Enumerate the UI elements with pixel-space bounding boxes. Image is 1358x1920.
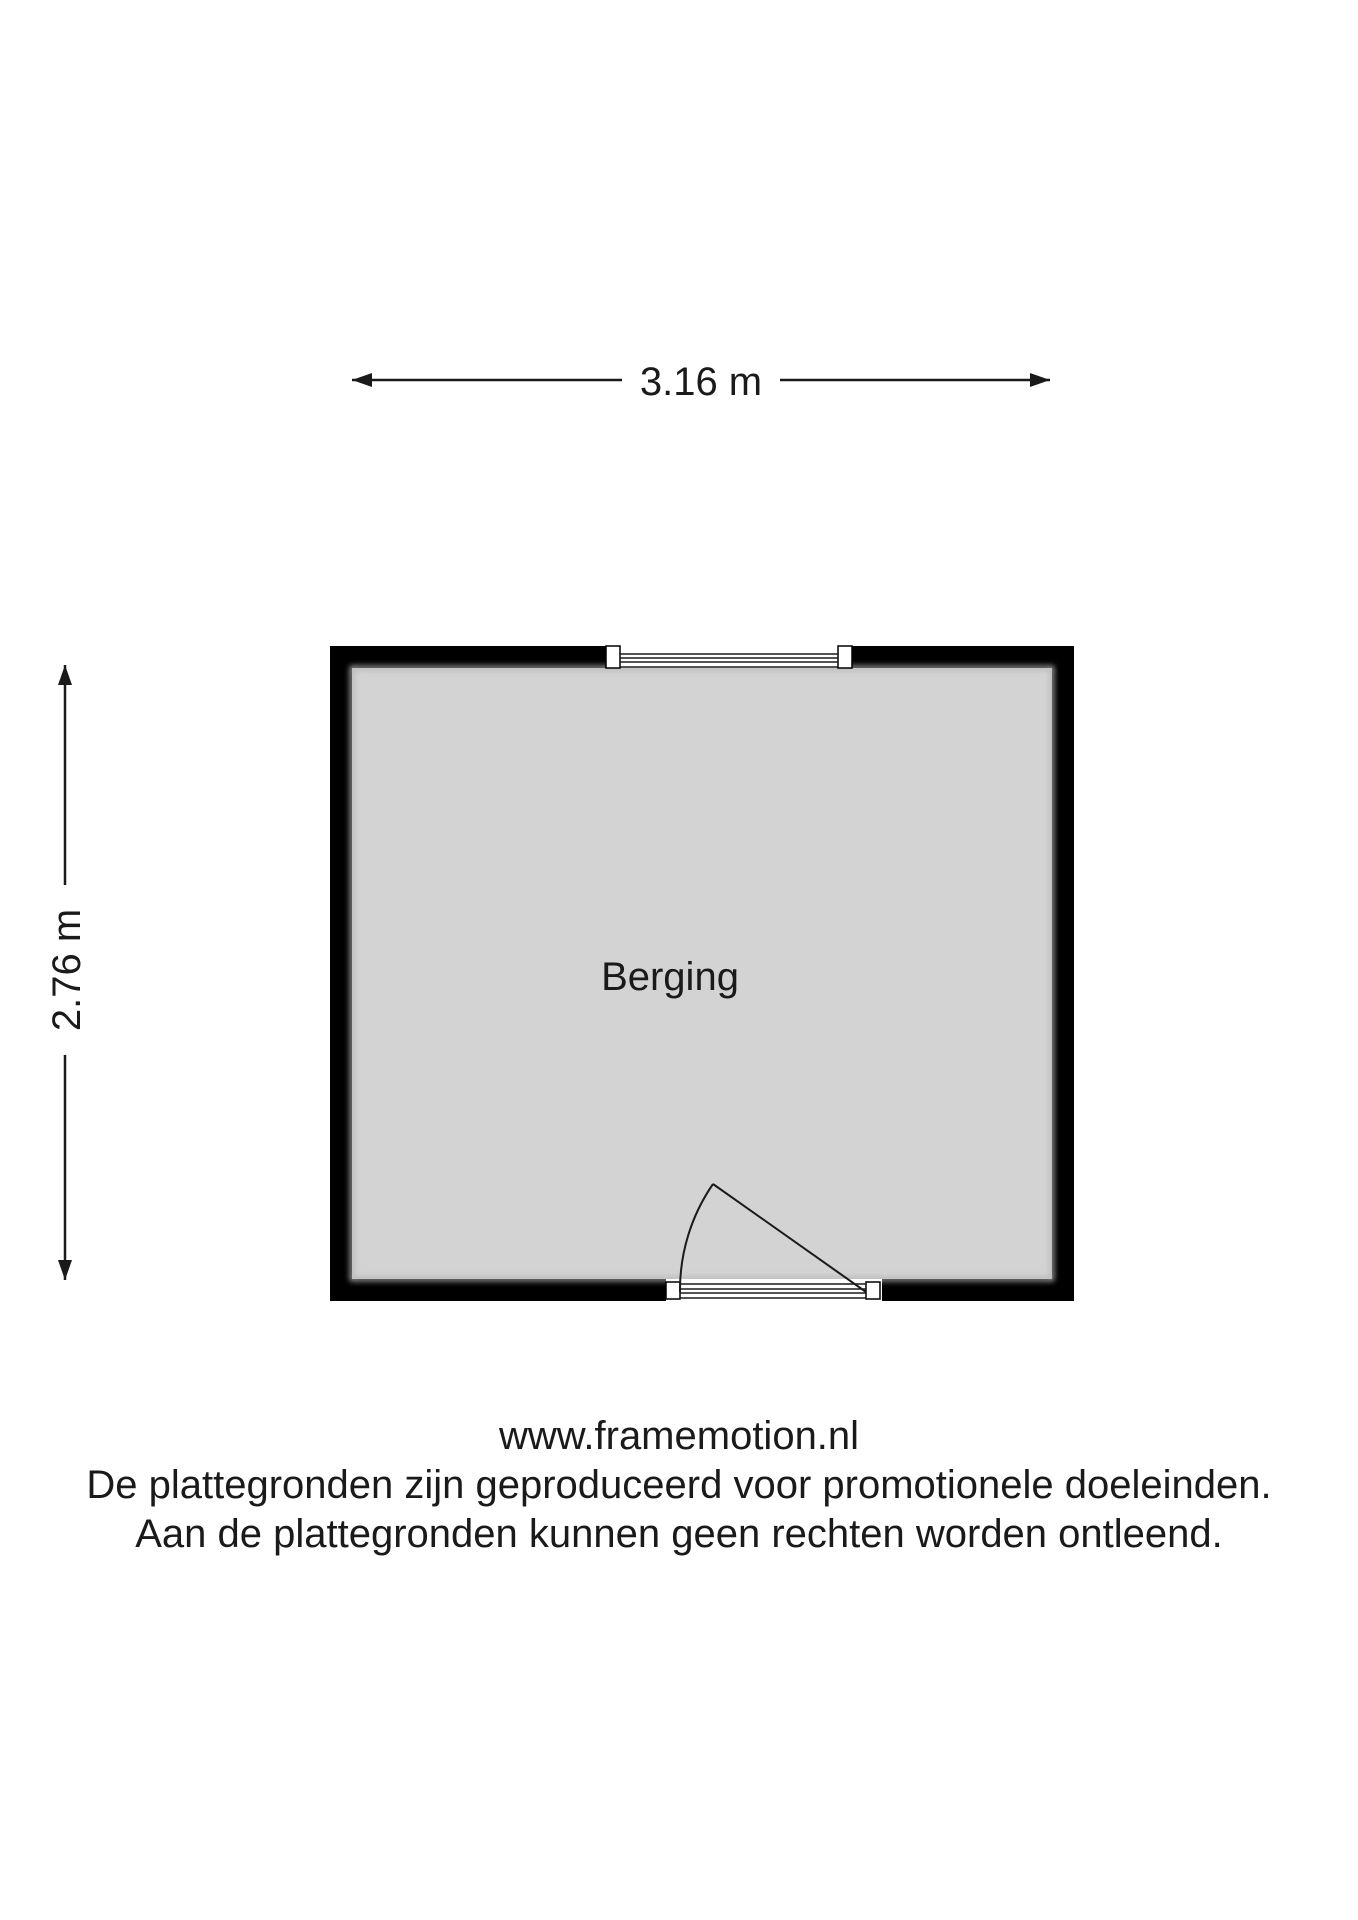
disclaimer-line-1: De plattegronden zijn geproduceerd voor promotionele doeleinden. [86,1463,1272,1507]
disclaimer-line-2: Aan de plattegronden kunnen geen rechten worden ontleend. [135,1512,1223,1556]
room-berging [330,646,1074,1301]
window-top [606,646,852,668]
height-dimension [45,665,89,1280]
footer [0,1412,1358,1559]
website-text: www.framemotion.nl [498,1414,860,1458]
width-dimension [352,360,1050,404]
room-label: Berging [601,955,739,999]
height-dimension-label: 2.76 m [45,908,89,1032]
width-dimension-label: 3.16 m [639,360,763,404]
